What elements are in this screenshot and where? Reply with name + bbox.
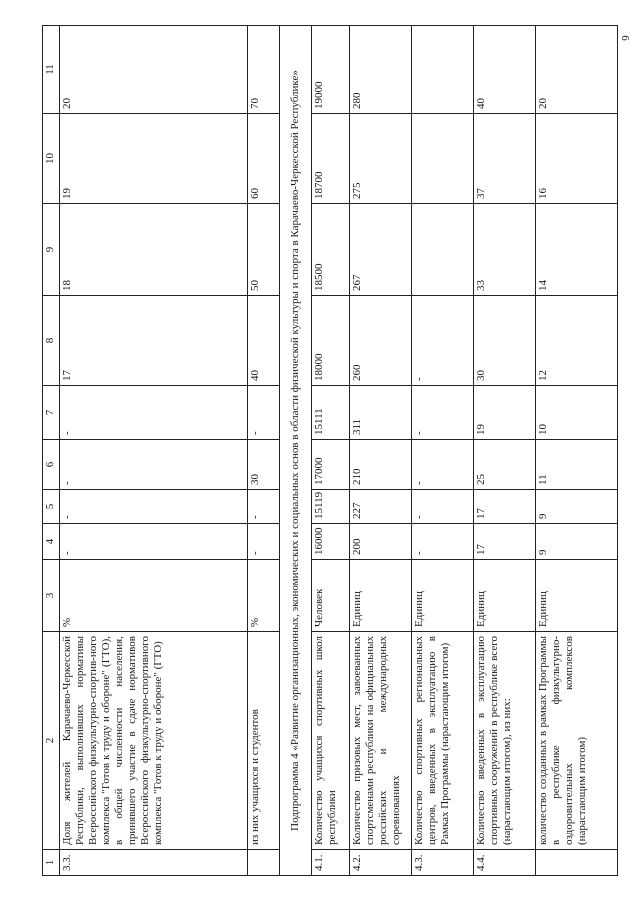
value: 280 [350,26,412,114]
value: 12 [536,296,618,386]
value: 19 [474,386,536,440]
value: 19000 [312,26,350,114]
page-number: 6 [618,35,631,41]
table-row [248,26,280,876]
value: 260 [350,296,412,386]
indicator-name: Количество учащихся спортивных школ республики [312,632,350,850]
indicator-name: Количество спортивных региональных центров, введенных в эксплуатацию в Рамках Программы (нарастающим итогом) [412,632,474,850]
column-header: 4 [43,524,60,560]
column-header: 2 [43,632,60,850]
value: 15111 [312,386,350,440]
unit: % [60,560,248,632]
value: 210 [350,440,412,490]
value: 20 [536,26,618,114]
value: 16 [536,114,618,204]
value: 30 [474,296,536,386]
value: 14 [536,204,618,296]
value: 50 [248,204,280,296]
value: 17 [60,296,248,386]
column-header: 11 [43,26,60,114]
unit: Единиц [350,560,412,632]
table-row [350,26,412,876]
value [412,204,474,296]
unit: % [248,560,280,632]
value: 20 [60,26,248,114]
value: 40 [248,296,280,386]
value: 15119 [312,490,350,524]
subprogram-title: Подпрограмма 4 «Развитие организационных, экономических и социальных основ в области физической культуры и спорта в Карачаево-Черкесской Республике» [280,26,312,876]
row-number [536,850,618,876]
column-header: 1 [43,850,60,876]
value: 25 [474,440,536,490]
table-row [412,26,474,876]
indicator-name: количество созданных в рамках Программы в республике физкультурно-оздоровительных комплексов (нарастающим итогом) [536,632,618,850]
rotated-table-container [42,26,618,876]
indicator-name: Количество призовых мест, завоеванных спортсменами республики на официальных российских и международных соревнованиях [350,632,412,850]
value: - [412,296,474,386]
value: 311 [350,386,412,440]
value: 17 [474,524,536,560]
value: 18000 [312,296,350,386]
value: 19 [60,114,248,204]
value: 40 [474,26,536,114]
value: - [248,386,280,440]
value [412,114,474,204]
value: - [412,386,474,440]
value: - [60,386,248,440]
value: 18 [60,204,248,296]
value: - [412,490,474,524]
value: - [248,524,280,560]
unit: Человек [312,560,350,632]
value: 30 [248,440,280,490]
value: 33 [474,204,536,296]
row-number: 3.3. [60,850,248,876]
unit: Единиц [536,560,618,632]
indicator-name: Доля жителей Карачаево-Черкесской Республики, выполнивших нормативы Всероссийского физкультурно-спортив-ного комплекса "Готов к труду и обороне" (ГТО), в общей численности населения, принявшего участие в сдаче нормативов Всероссийского физкультурно-спортивного комплекса "Готов к труду и обороне" (ГТО) [60,632,248,850]
value: 70 [248,26,280,114]
unit: Единиц [474,560,536,632]
value: 18700 [312,114,350,204]
value: 11 [536,440,618,490]
value: 200 [350,524,412,560]
row-number: 4.2. [350,850,412,876]
indicator-name: Количество введенных в эксплуатацию спортивных сооружений в республике всего (нарастающим итогом), из них: [474,632,536,850]
value: 16000 [312,524,350,560]
value: - [412,524,474,560]
column-header: 7 [43,386,60,440]
value: 267 [350,204,412,296]
indicator-name: из них учащихся и студентов [248,632,280,850]
column-header: 3 [43,560,60,632]
row-number: 4.4. [474,850,536,876]
column-header: 5 [43,490,60,524]
column-header: 9 [43,204,60,296]
value: 17000 [312,440,350,490]
row-number: 4.3. [412,850,474,876]
value: 9 [536,524,618,560]
column-header: 10 [43,114,60,204]
table-row [312,26,350,876]
row-number [248,850,280,876]
value: 17 [474,490,536,524]
column-header: 6 [43,440,60,490]
subprogram-row [280,26,312,876]
table-row [60,26,248,876]
column-header: 8 [43,296,60,386]
indicators-table [42,25,618,876]
value: 227 [350,490,412,524]
row-number: 4.1. [312,850,350,876]
value: 10 [536,386,618,440]
value: 275 [350,114,412,204]
value: 60 [248,114,280,204]
value: 18500 [312,204,350,296]
value: 37 [474,114,536,204]
table-row [474,26,536,876]
value [412,26,474,114]
value: - [60,490,248,524]
value: - [60,440,248,490]
value: - [412,440,474,490]
table-row [536,26,618,876]
value: 9 [536,490,618,524]
value: - [60,524,248,560]
unit: Единиц [412,560,474,632]
column-number-row [43,26,60,876]
value: - [248,490,280,524]
